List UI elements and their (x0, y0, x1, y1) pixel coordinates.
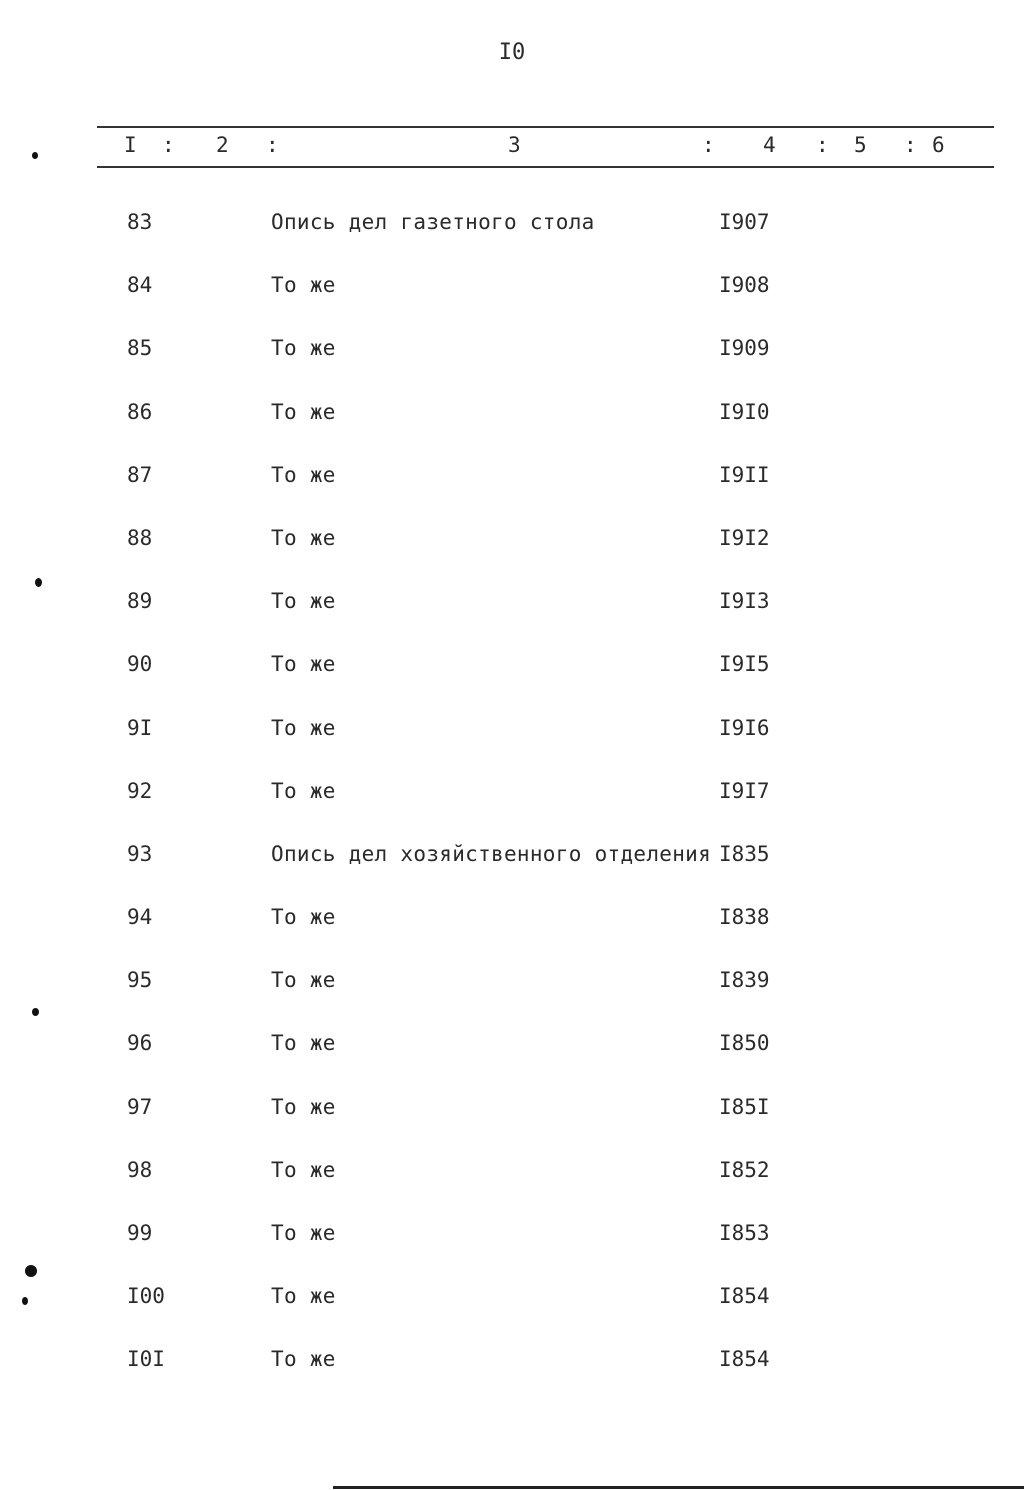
row-number: 98 (127, 1157, 153, 1182)
header-col-4: 4 (763, 133, 776, 157)
row-title: То же (271, 273, 336, 298)
row-number: 96 (127, 1031, 153, 1056)
header-col-6: 6 (932, 133, 945, 157)
row-number: 97 (127, 1094, 153, 1119)
table-row (0, 524, 1024, 587)
row-number: 83 (127, 210, 153, 234)
table-row (0, 966, 1024, 1029)
row-year: I835 (719, 841, 770, 866)
ink-blot (22, 1297, 28, 1305)
row-year: I854 (719, 1347, 770, 1372)
inventory-table-body (0, 208, 1024, 1409)
row-title: То же (271, 1094, 336, 1119)
ink-blot (32, 1008, 39, 1016)
table-row (0, 1282, 1024, 1345)
row-title: То же (271, 462, 336, 487)
header-col-5: 5 (854, 133, 867, 157)
page-number: I0 (498, 40, 526, 65)
table-row (0, 1219, 1024, 1282)
table-row (0, 398, 1024, 461)
row-number: 84 (127, 273, 153, 298)
table-row (0, 777, 1024, 840)
row-year: I908 (719, 273, 770, 298)
row-title: То же (271, 1284, 336, 1309)
row-year: I9II (719, 462, 770, 487)
ink-blot (32, 152, 38, 159)
ink-blot (25, 1265, 37, 1277)
row-year: I907 (719, 210, 770, 234)
header-col-3: 3 (508, 133, 521, 157)
header-separator: : (266, 133, 279, 157)
table-row (0, 208, 1024, 271)
header-separator: : (816, 133, 829, 157)
row-title: То же (271, 905, 336, 930)
row-number: 86 (127, 399, 153, 424)
row-title: То же (271, 778, 336, 803)
table-row (0, 1029, 1024, 1092)
row-title: То же (271, 1347, 336, 1372)
table-row (0, 334, 1024, 397)
row-year: I853 (719, 1221, 770, 1245)
row-number: 85 (127, 336, 153, 361)
row-title: То же (271, 715, 336, 740)
ink-blot (35, 578, 42, 587)
header-separator: : (702, 133, 715, 157)
table-row (0, 650, 1024, 713)
table-row (0, 587, 1024, 650)
row-year: I85I (719, 1094, 770, 1119)
row-year: I854 (719, 1284, 770, 1309)
row-title: Опись дел газетного стола (271, 210, 595, 234)
row-title: Опись дел хозяйственного отделения (271, 841, 712, 866)
table-row (0, 461, 1024, 524)
header-col-1: I (124, 133, 137, 157)
table-row (0, 714, 1024, 777)
table-row (0, 903, 1024, 966)
row-year: I850 (719, 1031, 770, 1056)
row-number: 89 (127, 589, 153, 614)
row-title: То же (271, 1157, 336, 1182)
row-number: 9I (127, 715, 153, 740)
row-number: 88 (127, 525, 153, 550)
row-title: То же (271, 652, 336, 677)
row-number: I0I (127, 1347, 165, 1372)
header-separator: : (904, 133, 917, 157)
row-number: 99 (127, 1221, 153, 1245)
table-row (0, 271, 1024, 334)
header-separator: : (162, 133, 175, 157)
row-number: 90 (127, 652, 153, 677)
row-year: I9I0 (719, 399, 770, 424)
row-title: То же (271, 525, 336, 550)
table-row (0, 1093, 1024, 1156)
row-number: 92 (127, 778, 153, 803)
row-title: То же (271, 968, 336, 993)
row-number: 94 (127, 905, 153, 930)
row-number: I00 (127, 1284, 165, 1309)
table-header-bottom-rule (97, 166, 994, 168)
row-number: 93 (127, 841, 153, 866)
header-col-2: 2 (216, 133, 229, 157)
row-title: То же (271, 1221, 336, 1245)
row-title: То же (271, 589, 336, 614)
row-year: I838 (719, 905, 770, 930)
row-number: 87 (127, 462, 153, 487)
row-year: I9I6 (719, 715, 770, 740)
row-year: I9I2 (719, 525, 770, 550)
table-top-rule (97, 126, 994, 128)
table-row (0, 840, 1024, 903)
table-row (0, 1156, 1024, 1219)
row-year: I9I3 (719, 589, 770, 614)
row-title: То же (271, 1031, 336, 1056)
row-title: То же (271, 399, 336, 424)
row-title: То же (271, 336, 336, 361)
row-number: 95 (127, 968, 153, 993)
row-year: I852 (719, 1157, 770, 1182)
page-bottom-rule (333, 1486, 1024, 1489)
row-year: I909 (719, 336, 770, 361)
row-year: I9I5 (719, 652, 770, 677)
row-year: I9I7 (719, 778, 770, 803)
table-row (0, 1345, 1024, 1408)
row-year: I839 (719, 968, 770, 993)
